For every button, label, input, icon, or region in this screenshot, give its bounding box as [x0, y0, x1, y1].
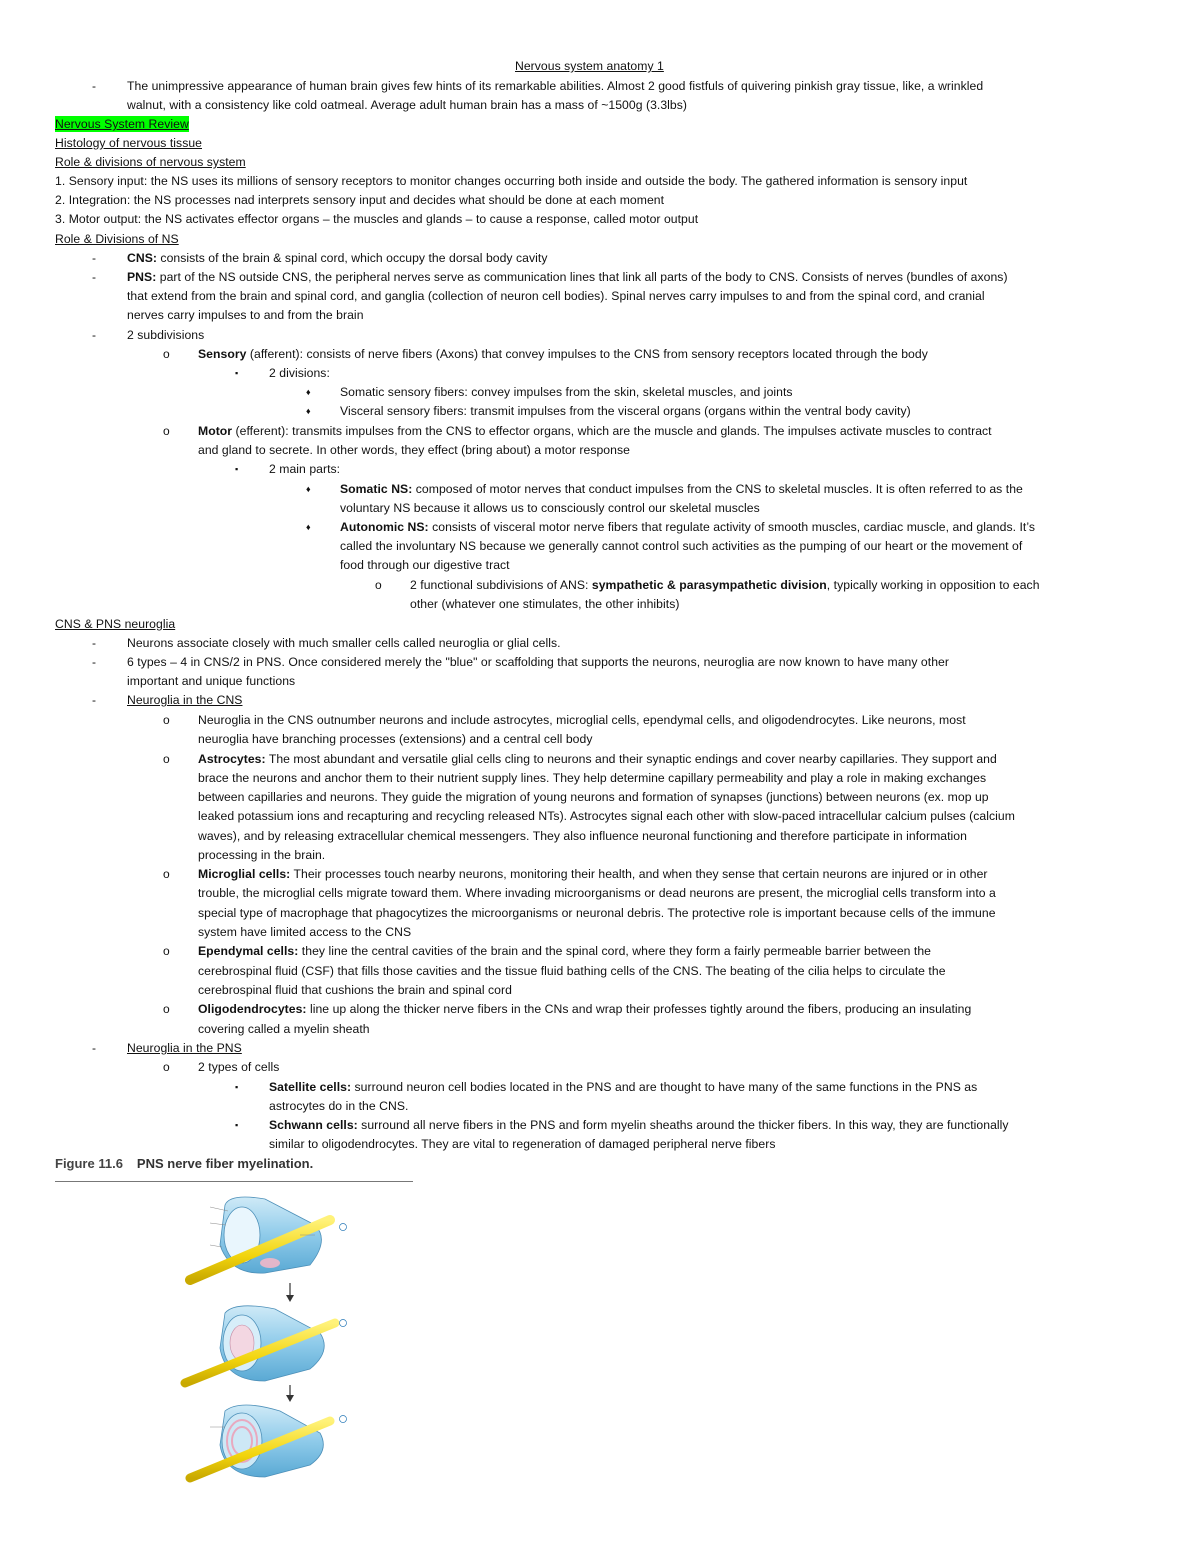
page-title: Nervous system anatomy 1	[515, 59, 664, 73]
numbered-item-2: 2. Integration: the NS processes nad interprets sensory input and decides what should be done at each moment	[55, 193, 665, 207]
bullet-circle: o	[163, 752, 170, 766]
autonomic-ns-definition	[340, 519, 1035, 535]
bullet-dash: -	[92, 1041, 96, 1055]
astrocytes-text-4: leaked potassium ions and recapturing and recycling released NTs). Astrocytes signal each other with slow-paced intracellular calcium pulses (calcium	[198, 809, 1015, 823]
pns-text-1: part of the NS outside CNS, the peripheral nerves serve as communication lines that link all parts of the body to CNS. Consists of nerves (bundles of axons)	[156, 270, 1008, 284]
bullet-dash: -	[92, 79, 96, 93]
bullet-dash: -	[92, 251, 96, 265]
schwann-definition	[269, 1117, 1009, 1133]
figure-rule	[55, 1181, 413, 1182]
bullet-diamond: ♦	[306, 522, 311, 532]
numbered-item-1: 1. Sensory input: the NS uses its millions of sensory receptors to monitor changes occurring both inside and outside the body. The gathered information is sensory input	[55, 174, 968, 188]
bullet-diamond: ♦	[306, 387, 311, 397]
bullet-circle: o	[163, 1002, 170, 1016]
pns-types-label: 2 types of cells	[198, 1060, 280, 1074]
histology-heading: Histology of nervous tissue	[55, 136, 202, 150]
bullet-dash: -	[92, 328, 96, 342]
autonomic-ns-text-3: food through our digestive tract	[340, 558, 510, 572]
autonomic-ns-text-1: consists of visceral motor nerve fibers that regulate activity of smooth muscles, cardiac muscle, and glands. It’s	[428, 520, 1036, 534]
bullet-circle: o	[163, 944, 170, 958]
figure-number: Figure 11.6	[55, 1156, 123, 1171]
sensory-definition	[198, 346, 928, 362]
somatic-ns-definition	[340, 481, 1023, 497]
bullet-diamond: ♦	[306, 406, 311, 416]
figure-caption	[55, 1156, 313, 1171]
satellite-definition	[269, 1079, 977, 1095]
astrocytes-text-6: processing in the brain.	[198, 848, 326, 862]
pns-text-3: nerves carry impulses to and from the brain	[127, 308, 364, 322]
term-motor: Motor	[198, 424, 233, 438]
term-ependymal: Ependymal cells:	[198, 944, 299, 958]
cns-text: consists of the brain & spinal cord, which occupy the dorsal body cavity	[157, 251, 548, 265]
ependymal-text-1: they line the central cavities of the brain and the spinal cord, where they form a fairly permeable barrier between the	[298, 944, 932, 958]
astrocytes-text-1: The most abundant and versatile glial cells cling to neurons and their synaptic endings and cover nearby capillaries. They support and	[265, 752, 997, 766]
cns-glia-intro-1: Neuroglia in the CNS outnumber neurons and include astrocytes, microglial cells, ependymal cells, and oligodendrocytes. Like neurons, most	[198, 713, 966, 727]
stage-2-schwann-rotates	[185, 1306, 335, 1383]
bullet-dash: -	[92, 655, 96, 669]
ans-post: , typically working in opposition to each	[826, 578, 1040, 592]
bullet-dash: -	[92, 270, 96, 284]
oligodendrocytes-definition	[198, 1001, 971, 1017]
astrocytes-definition	[198, 751, 997, 767]
visceral-sensory-fibers: Visceral sensory fibers: transmit impulses from the visceral organs (organs within the ventral body cavity)	[340, 404, 911, 418]
bullet-square: ▪	[235, 1082, 239, 1092]
stage-3-marker	[340, 1416, 347, 1423]
term-schwann: Schwann cells:	[269, 1118, 358, 1132]
ependymal-text-2: cerebrospinal fluid (CSF) that fills those cavities and the tissue fluid bathing cells of the CNS. The beating of the cilia helps to circulate the	[198, 964, 946, 978]
schwann-text-1: surround all nerve fibers in the PNS and form myelin sheaths around the thicker fibers. In this way, they are functionally	[357, 1118, 1009, 1132]
satellite-text-2: astrocytes do in the CNS.	[269, 1099, 409, 1113]
bullet-dash: -	[92, 693, 96, 707]
ans-subdivisions	[410, 577, 1040, 593]
somatic-ns-text-2: voluntary NS because it allows us to consciously control our skeletal muscles	[340, 501, 760, 515]
sensory-text: (afferent): consists of nerve fibers (Axons) that convey impulses to the CNS from sensory receptors located through the body	[246, 347, 928, 361]
somatic-ns-text-1: composed of motor nerves that conduct impulses from the CNS to skeletal muscles. It is often referred to as the	[412, 482, 1023, 496]
pns-definition	[127, 269, 1008, 285]
schwann-text-2: similar to oligodendrocytes. They are vital to regeneration of damaged peripheral nerve fibers	[269, 1137, 776, 1151]
motor-text-2: and gland to secrete. In other words, they effect (bring about) a motor response	[198, 443, 630, 457]
microglial-text-2: trouble, the microglial cells migrate toward them. Where invading microorganisms or dead neurons are present, the microglial cells transform into a	[198, 886, 996, 900]
stage-1-schwann-envelops-axon	[190, 1197, 330, 1280]
term-autonomic-ns: Autonomic NS:	[340, 520, 429, 534]
stage-2-marker	[340, 1320, 347, 1327]
term-satellite: Satellite cells:	[269, 1080, 352, 1094]
review-heading: Nervous System Review	[55, 117, 189, 131]
numbered-item-3: 3. Motor output: the NS activates effector organs – the muscles and glands – to cause a response, called motor output	[55, 212, 699, 226]
bullet-square: ▪	[235, 464, 239, 474]
role-heading-1: Role & divisions of nervous system	[55, 155, 246, 169]
microglial-text-4: system have limited access to the CNS	[198, 925, 412, 939]
term-sympathetic-parasympathetic: sympathetic & parasympathetic division	[591, 578, 827, 592]
neuroglia-heading: CNS & PNS neuroglia	[55, 617, 176, 631]
myelination-illustration	[170, 1195, 420, 1485]
neuroglia-intro-3: important and unique functions	[127, 674, 296, 688]
cns-definition	[127, 250, 547, 266]
bullet-circle: o	[163, 424, 170, 438]
term-somatic-ns: Somatic NS:	[340, 482, 413, 496]
bullet-square: ▪	[235, 368, 239, 378]
motor-parts-label: 2 main parts:	[269, 462, 341, 476]
figure-title: PNS nerve fiber myelination.	[136, 1156, 314, 1171]
intro-line-1: The unimpressive appearance of human brain gives few hints of its remarkable abilities. Almost 2 good fistfuls of quivering pinkish gray tissue, like, a wrinkled	[127, 79, 984, 93]
ependymal-definition	[198, 943, 931, 959]
oligodendrocytes-text-1: line up along the thicker nerve fibers in the CNs and wrap their professes tightly around the fibers, producing an insulating	[306, 1002, 972, 1016]
autonomic-ns-text-2: called the involuntary NS because we generally cannot control such activities as the pumping of our heart or the movement of	[340, 539, 1023, 553]
astrocytes-text-5: waves), and by releasing extracellular chemical messengers. They also influence neuronal functioning and therefore participate in information	[198, 829, 967, 843]
microglial-definition	[198, 866, 988, 882]
somatic-sensory-fibers: Somatic sensory fibers: convey impulses from the skin, skeletal muscles, and joints	[340, 385, 793, 399]
bullet-circle: o	[163, 347, 170, 361]
astrocytes-text-2: brace the neurons and anchor them to their nutrient supply lines. They help determine capillary permeability and play a role in making exchanges	[198, 771, 987, 785]
bullet-square: ▪	[235, 1120, 239, 1130]
pns-text-2: that extend from the brain and spinal cord, and ganglia (collection of neuron cell bodies). Spinal nerves carry impulses to and from the spinal cord, and cranial	[127, 289, 985, 303]
satellite-text-1: surround neuron cell bodies located in the PNS and are thought to have many of the same functions in the PNS as	[351, 1080, 978, 1094]
ans-pre: 2 functional subdivisions of ANS:	[410, 578, 592, 592]
term-sensory: Sensory	[198, 347, 247, 361]
term-cns: CNS:	[127, 251, 157, 265]
term-microglial: Microglial cells:	[198, 867, 291, 881]
bullet-circle: o	[163, 1060, 170, 1074]
neuroglia-intro-1: Neurons associate closely with much smaller cells called neuroglia or glial cells.	[127, 636, 561, 650]
cns-glia-heading: Neuroglia in the CNS	[127, 693, 243, 707]
oligodendrocytes-text-2: covering called a myelin sheath	[198, 1022, 370, 1036]
motor-text-1: (efferent): transmits impulses from the CNS to effector organs, which are the muscle and glands. The impulses activate muscles to contract	[232, 424, 992, 438]
stage-1-marker	[340, 1224, 347, 1231]
term-astrocytes: Astrocytes:	[198, 752, 266, 766]
ans-subdivisions-line-2: other (whatever one stimulates, the other inhibits)	[410, 597, 680, 611]
astrocytes-text-3: between capillaries and neurons. They guide the migration of young neurons and formation of synapses (junctions) between neurons (ex. mop up	[198, 790, 989, 804]
bullet-circle: o	[163, 713, 170, 727]
neuroglia-intro-2: 6 types – 4 in CNS/2 in PNS. Once considered merely the "blue" or scaffolding that supports the neurons, neuroglia are now known to have many other	[127, 655, 949, 669]
bullet-diamond: ♦	[306, 484, 311, 494]
motor-definition	[198, 423, 992, 439]
bullet-dash: -	[92, 636, 96, 650]
sensory-divisions-label: 2 divisions:	[269, 366, 330, 380]
term-oligodendrocytes: Oligodendrocytes:	[198, 1002, 307, 1016]
microglial-text-1: Their processes touch nearby neurons, monitoring their health, and when they sense that certain neurons are injured or in other	[290, 867, 988, 881]
subdivisions-label: 2 subdivisions	[127, 328, 205, 342]
bullet-circle: o	[163, 867, 170, 881]
cns-glia-intro-2: neuroglia have branching processes (extensions) and a central cell body	[198, 732, 593, 746]
term-pns: PNS:	[127, 270, 157, 284]
pns-glia-heading: Neuroglia in the PNS	[127, 1041, 242, 1055]
stage-3-myelin-sheath	[190, 1405, 330, 1478]
role-heading-2: Role & Divisions of NS	[55, 232, 179, 246]
intro-line-2: walnut, with a consistency like cold oatmeal. Average adult human brain has a mass of ~1500g (3.3lbs)	[127, 98, 688, 112]
ependymal-text-3: cerebrospinal fluid that cushions the brain and spinal cord	[198, 983, 512, 997]
bullet-circle: o	[375, 578, 382, 592]
microglial-text-3: special type of macrophage that phagocytizes the microorganisms or neuronal debris. The protective role is important because cells of the immune	[198, 906, 996, 920]
